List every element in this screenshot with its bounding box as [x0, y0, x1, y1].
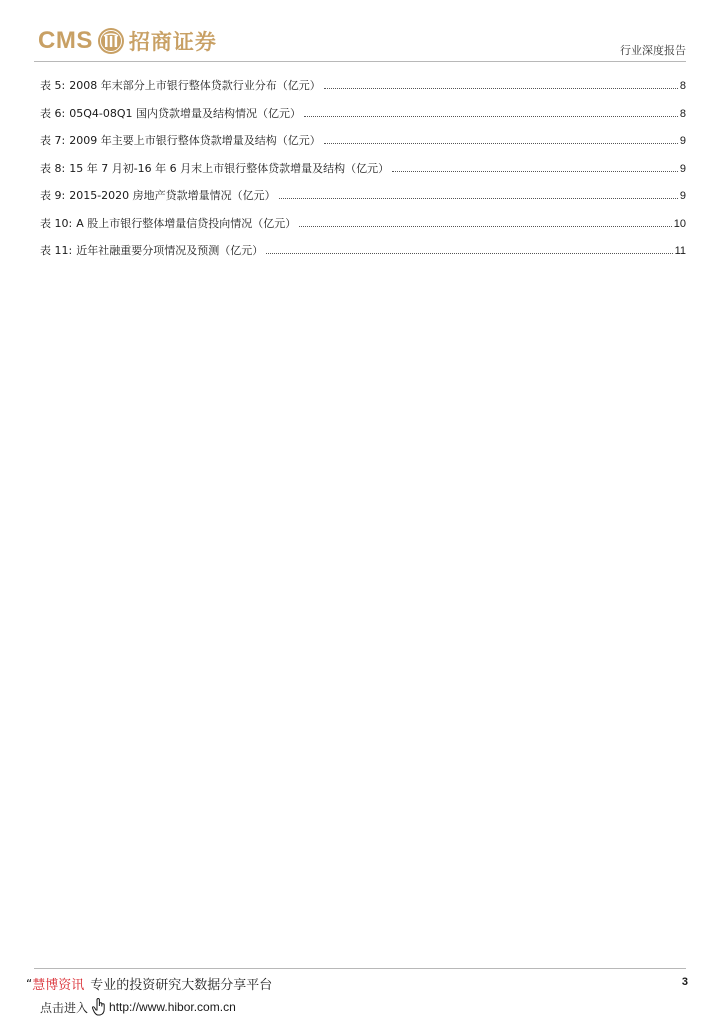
logo-cms-text: CMS: [38, 27, 93, 54]
page-number: 3: [681, 976, 688, 988]
toc-entry-label: 表 6:: [40, 106, 66, 120]
page-header: [34, 22, 686, 62]
table-of-tables: [40, 78, 686, 271]
toc-entry[interactable]: [40, 188, 686, 216]
footer-url-link[interactable]: http://www.hibor.com.cn: [109, 1000, 236, 1014]
toc-entry[interactable]: [40, 106, 686, 134]
toc-entry-label: 表 9:: [40, 189, 66, 202]
footer-quote-mark: “: [26, 976, 33, 991]
pointing-hand-icon: [91, 998, 107, 1016]
toc-entry-page: 8: [679, 107, 686, 120]
toc-entry[interactable]: [40, 216, 686, 244]
toc-entry-label: 表 7:: [40, 134, 66, 147]
logo-emblem-icon: [97, 27, 125, 55]
toc-entry-label: 表 8:: [40, 161, 66, 175]
toc-entry-page: 10: [673, 217, 686, 230]
document-type: 行业深度报告: [620, 44, 686, 57]
footer-link-line: [40, 998, 236, 1016]
toc-entry[interactable]: [40, 161, 686, 189]
toc-entry-page: 9: [679, 135, 686, 147]
toc-entry-page: 9: [679, 190, 686, 202]
toc-dot-leader: [279, 198, 678, 199]
toc-dot-leader: [299, 226, 672, 227]
toc-entry-label: 表 5:: [40, 79, 66, 92]
footer-brand[interactable]: 慧博资讯: [32, 978, 85, 993]
toc-dot-leader: [266, 253, 672, 254]
toc-dot-leader: [324, 143, 678, 144]
toc-entry-title: 近年社融重要分项情况及预测（亿元）: [76, 244, 264, 257]
toc-dot-leader: [392, 171, 678, 172]
toc-dot-leader: [304, 116, 678, 117]
toc-entry-title: 15 年 7 月初-16 年 6 月末上市银行整体贷款增量及结构（亿元）: [69, 161, 390, 175]
footer-enter-text: 点击进入: [40, 1000, 89, 1015]
toc-entry-title: A 股上市银行整体增量信贷投向情况（亿元）: [76, 216, 297, 230]
toc-entry-title: 2008 年末部分上市银行整体贷款行业分布（亿元）: [69, 79, 321, 92]
toc-entry-title: 2015-2020 房地产贷款增量情况（亿元）: [69, 189, 276, 202]
toc-entry-page: 8: [679, 80, 686, 92]
toc-entry-title: 2009 年主要上市银行整体贷款增量及结构（亿元）: [69, 134, 321, 147]
toc-dot-leader: [324, 88, 678, 89]
toc-entry-page: 11: [674, 245, 686, 257]
cms-logo: [38, 26, 217, 56]
toc-entry-label: 表 10:: [40, 216, 73, 230]
toc-entry[interactable]: [40, 243, 686, 271]
footer-slogan-line: [26, 974, 272, 993]
footer-slogan: 专业的投资研究大数据分享平台: [90, 978, 273, 993]
toc-entry-page: 9: [679, 162, 686, 175]
toc-entry-label: 表 11:: [40, 244, 73, 257]
toc-entry[interactable]: [40, 78, 686, 106]
toc-entry-title: 05Q4-08Q1 国内贷款增量及结构情况（亿元）: [69, 106, 301, 120]
logo-chinese-text: 招商证券: [128, 30, 217, 54]
header-divider: [34, 61, 686, 62]
footer-divider: [34, 968, 686, 969]
toc-entry[interactable]: [40, 133, 686, 161]
page-footer: [26, 968, 688, 1024]
